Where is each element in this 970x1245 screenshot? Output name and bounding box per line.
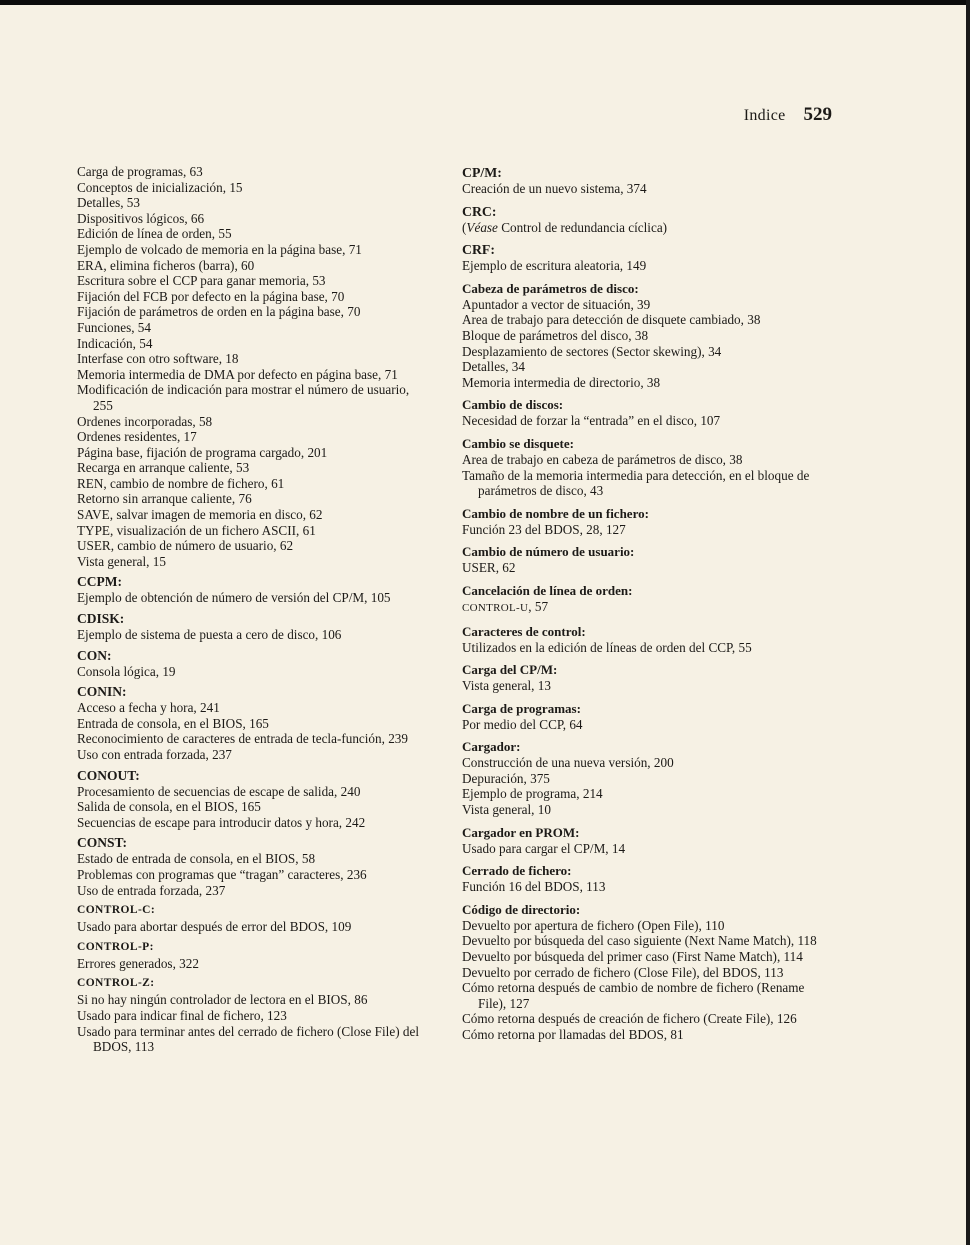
index-group-carga-cpm: [462, 661, 820, 694]
index-entry: Interfase con otro software, 18: [77, 351, 239, 367]
index-heading: Cambio de nombre de un fichero:: [462, 505, 649, 521]
index-group-control-c: [77, 902, 432, 935]
index-entry: Función 23 del BDOS, 28, 127: [462, 521, 626, 537]
index-entry: Fijación de parámetros de orden en la página base, 70: [77, 304, 361, 320]
index-entry: Conceptos de inicialización, 15: [77, 179, 243, 195]
index-group-const: [77, 834, 432, 898]
index-entry: Ejemplo de escritura aleatoria, 149: [462, 258, 647, 274]
index-group-ccpm: [77, 573, 432, 606]
index-group-codigo-directorio: [462, 901, 820, 1043]
index-group-cambio-nombre: [462, 505, 820, 538]
index-heading: CRC:: [462, 203, 497, 219]
intro-entries: [77, 164, 432, 569]
index-entry: Vista general, 15: [77, 553, 166, 569]
index-entry: Edición de línea de orden, 55: [77, 226, 232, 242]
index-group-cargador: [462, 738, 820, 817]
index-heading: Cambio de discos:: [462, 397, 564, 413]
index-group-crc: [462, 203, 820, 236]
index-entry: Bloque de parámetros del disco, 38: [462, 327, 649, 343]
index-entry: TYPE, visualización de un fichero ASCII, 61: [77, 522, 316, 538]
index-heading: CCPM:: [77, 574, 122, 590]
index-entry: Consola lógica, 19: [77, 663, 176, 679]
page-reference: , 57: [528, 598, 549, 614]
index-entry: Memoria intermedia de DMA por defecto en página base, 71: [77, 366, 398, 382]
index-entry: Necesidad de forzar la “entrada” en el disco, 107: [462, 413, 721, 429]
index-group-cambio-usuario: [462, 543, 820, 576]
index-entry: Escritura sobre el CCP para ganar memoria, 53: [77, 273, 326, 289]
index-entry: Fijación del FCB por defecto en la página base, 70: [77, 288, 345, 304]
index-group-control-z: [77, 975, 432, 1054]
index-group-conout: [77, 767, 432, 831]
page-number: 529: [803, 104, 832, 125]
index-entry: Funciones, 54: [77, 319, 151, 335]
index-heading: Código de directorio:: [462, 901, 581, 917]
index-entry: Depuración, 375: [462, 770, 550, 786]
index-entry: Indicación, 54: [77, 335, 153, 351]
index-group-cdisk: [77, 610, 432, 643]
index-heading: CRF:: [462, 242, 495, 258]
index-entry: ERA, elimina ficheros (barra), 60: [77, 257, 255, 273]
index-group-cerrado-fichero: [462, 862, 820, 895]
index-entry: Tamaño de la memoria intermedia para detección, en el bloque de parámetros de disco, 43: [462, 467, 810, 499]
index-group-cpm: [462, 164, 820, 197]
index-entry: Procesamiento de secuencias de escape de salida, 240: [77, 783, 361, 799]
index-entry: Vista general, 10: [462, 802, 551, 818]
index-heading: CONIN:: [77, 684, 127, 700]
index-entry: USER, cambio de número de usuario, 62: [77, 538, 294, 554]
index-entry: Ejemplo de sistema de puesta a cero de disco, 106: [77, 627, 342, 643]
index-entry: Construcción de una nueva versión, 200: [462, 755, 674, 771]
index-entry: Por medio del CCP, 64: [462, 716, 583, 732]
index-entry: Salida de consola, en el BIOS, 165: [77, 799, 261, 815]
index-heading: CONTROL-P:: [77, 940, 154, 953]
index-entry: Devuelto por búsqueda del caso siguiente (Next Name Match), 118: [462, 933, 817, 949]
index-heading: CONOUT:: [77, 767, 140, 783]
index-group-caracteres-control: [462, 623, 820, 656]
index-heading: CONTROL-C:: [77, 904, 156, 917]
index-entry: Si no hay ningún controlador de lectora en el BIOS, 86: [77, 992, 368, 1008]
index-entry: SAVE, salvar imagen de memoria en disco, 62: [77, 507, 323, 523]
index-heading: Cambio se disquete:: [462, 435, 574, 451]
index-entry: Apuntador a vector de situación, 39: [462, 296, 651, 312]
index-entry: [462, 599, 820, 617]
index-entry: Desplazamiento de sectores (Sector skewing), 34: [462, 343, 722, 359]
index-group-control-p: [77, 939, 432, 972]
index-entry: Uso de entrada forzada, 237: [77, 882, 226, 898]
index-entry: Ejemplo de programa, 214: [462, 786, 603, 802]
see-reference: Control de redundancia cíclica): [501, 219, 668, 235]
index-entry: Acceso a fecha y hora, 241: [77, 700, 220, 716]
index-heading: Cambio de número de usuario:: [462, 544, 635, 560]
index-entry: Secuencias de escape para introducir datos y hora, 242: [77, 814, 366, 830]
index-group-con: [77, 647, 432, 680]
index-group-crf: [462, 241, 820, 274]
top-border: [0, 0, 970, 5]
index-entry: Usado para indicar final de fichero, 123: [77, 1007, 287, 1023]
index-entry: Usado para terminar antes del cerrado de fichero (Close File) del BDOS, 113: [77, 1023, 419, 1055]
index-entry: Entrada de consola, en el BIOS, 165: [77, 715, 269, 731]
page-header: [744, 104, 832, 126]
index-entry: Vista general, 13: [462, 678, 551, 694]
index-entry: Errores generados, 322: [77, 955, 199, 971]
right-border: [966, 0, 970, 1245]
index-entry: Ejemplo de obtención de número de versión del CP/M, 105: [77, 590, 391, 606]
index-entry: Reconocimiento de caracteres de entrada de tecla-función, 239: [77, 731, 408, 747]
index-entry: Retorno sin arranque caliente, 76: [77, 491, 252, 507]
index-entry: Cómo retorna después de creación de fichero (Create File), 126: [462, 1011, 797, 1027]
index-entry: USER, 62: [462, 560, 516, 576]
index-entry: Página base, fijación de programa cargado, 201: [77, 444, 328, 460]
index-heading: CON:: [77, 647, 112, 663]
see-word: Véase: [466, 219, 498, 235]
index-entry: Recarga en arranque caliente, 53: [77, 460, 250, 476]
index-entry: Creación de un nuevo sistema, 374: [462, 181, 647, 196]
index-entry: Detalles, 34: [462, 359, 525, 375]
index-heading: Cerrado de fichero:: [462, 863, 572, 879]
index-entry: Ordenes incorporadas, 58: [77, 413, 213, 429]
index-group-cancelacion: [462, 582, 820, 617]
index-entry: Area de trabajo en cabeza de parámetros de disco, 38: [462, 451, 743, 467]
index-entry: Función 16 del BDOS, 113: [462, 879, 606, 895]
index-entry: Dispositivos lógicos, 66: [77, 210, 205, 226]
index-heading: CONTROL-Z:: [77, 977, 155, 990]
index-heading: Cancelación de línea de orden:: [462, 582, 633, 598]
index-entry: REN, cambio de nombre de fichero, 61: [77, 475, 285, 491]
right-column: [462, 164, 820, 1043]
index-entry: Detalles, 53: [77, 195, 140, 211]
index-entry: Ejemplo de volcado de memoria en la página base, 71: [77, 241, 362, 257]
control-key-label: CONTROL-U: [462, 601, 529, 614]
index-heading: Cabeza de parámetros de disco:: [462, 280, 639, 296]
index-group-conin: [77, 683, 432, 762]
index-heading: CONST:: [77, 835, 128, 851]
index-heading: Carga de programas:: [462, 700, 581, 716]
index-entry: Uso con entrada forzada, 237: [77, 747, 232, 762]
index-entry: Problemas con programas que “tragan” caracteres, 236: [77, 866, 367, 882]
index-entry: Memoria intermedia de directorio, 38: [462, 374, 661, 390]
index-group-cambio-discos: [462, 396, 820, 429]
index-entry: Cómo retorna por llamadas del BDOS, 81: [462, 1027, 684, 1042]
index-group-cargador-prom: [462, 824, 820, 857]
index-entry: Estado de entrada de consola, en el BIOS, 58: [77, 851, 316, 867]
index-heading: Carga del CP/M:: [462, 662, 558, 678]
index-heading: CP/M:: [462, 165, 502, 180]
index-entry: Devuelto por búsqueda del primer caso (First Name Match), 114: [462, 949, 803, 965]
index-entry: Area de trabajo para detección de disquete cambiado, 38: [462, 312, 761, 328]
index-group-cabeza-parametros: [462, 280, 820, 391]
index-entry: Cómo retorna después de cambio de nombre de fichero (Rename File), 127: [462, 980, 805, 1011]
index-entry: Usado para cargar el CP/M, 14: [462, 840, 626, 856]
index-entry: (Véase Control de redundancia cíclica): [462, 219, 668, 235]
index-group-carga-programas: [462, 700, 820, 733]
index-entry: Modificación de indicación para mostrar el número de usuario, 255: [77, 382, 410, 413]
index-group-cambio-disquete: [462, 435, 820, 499]
index-heading: Cargador:: [462, 739, 521, 755]
header-title: Indice: [743, 107, 786, 124]
index-entry: Usado para abortar después de error del BDOS, 109: [77, 919, 352, 935]
index-entry: Carga de programas, 63: [77, 164, 203, 179]
index-entry: Devuelto por cerrado de fichero (Close File), del BDOS, 113: [462, 964, 784, 980]
index-heading: CDISK:: [77, 611, 125, 627]
index-entry: Ordenes residentes, 17: [77, 429, 197, 445]
index-entry: Utilizados en la edición de líneas de orden del CCP, 55: [462, 639, 752, 655]
left-column: [77, 164, 432, 1055]
index-heading: Caracteres de control:: [462, 623, 586, 639]
index-entry: Devuelto por apertura de fichero (Open File), 110: [462, 917, 725, 933]
index-heading: Cargador en PROM:: [462, 824, 580, 840]
